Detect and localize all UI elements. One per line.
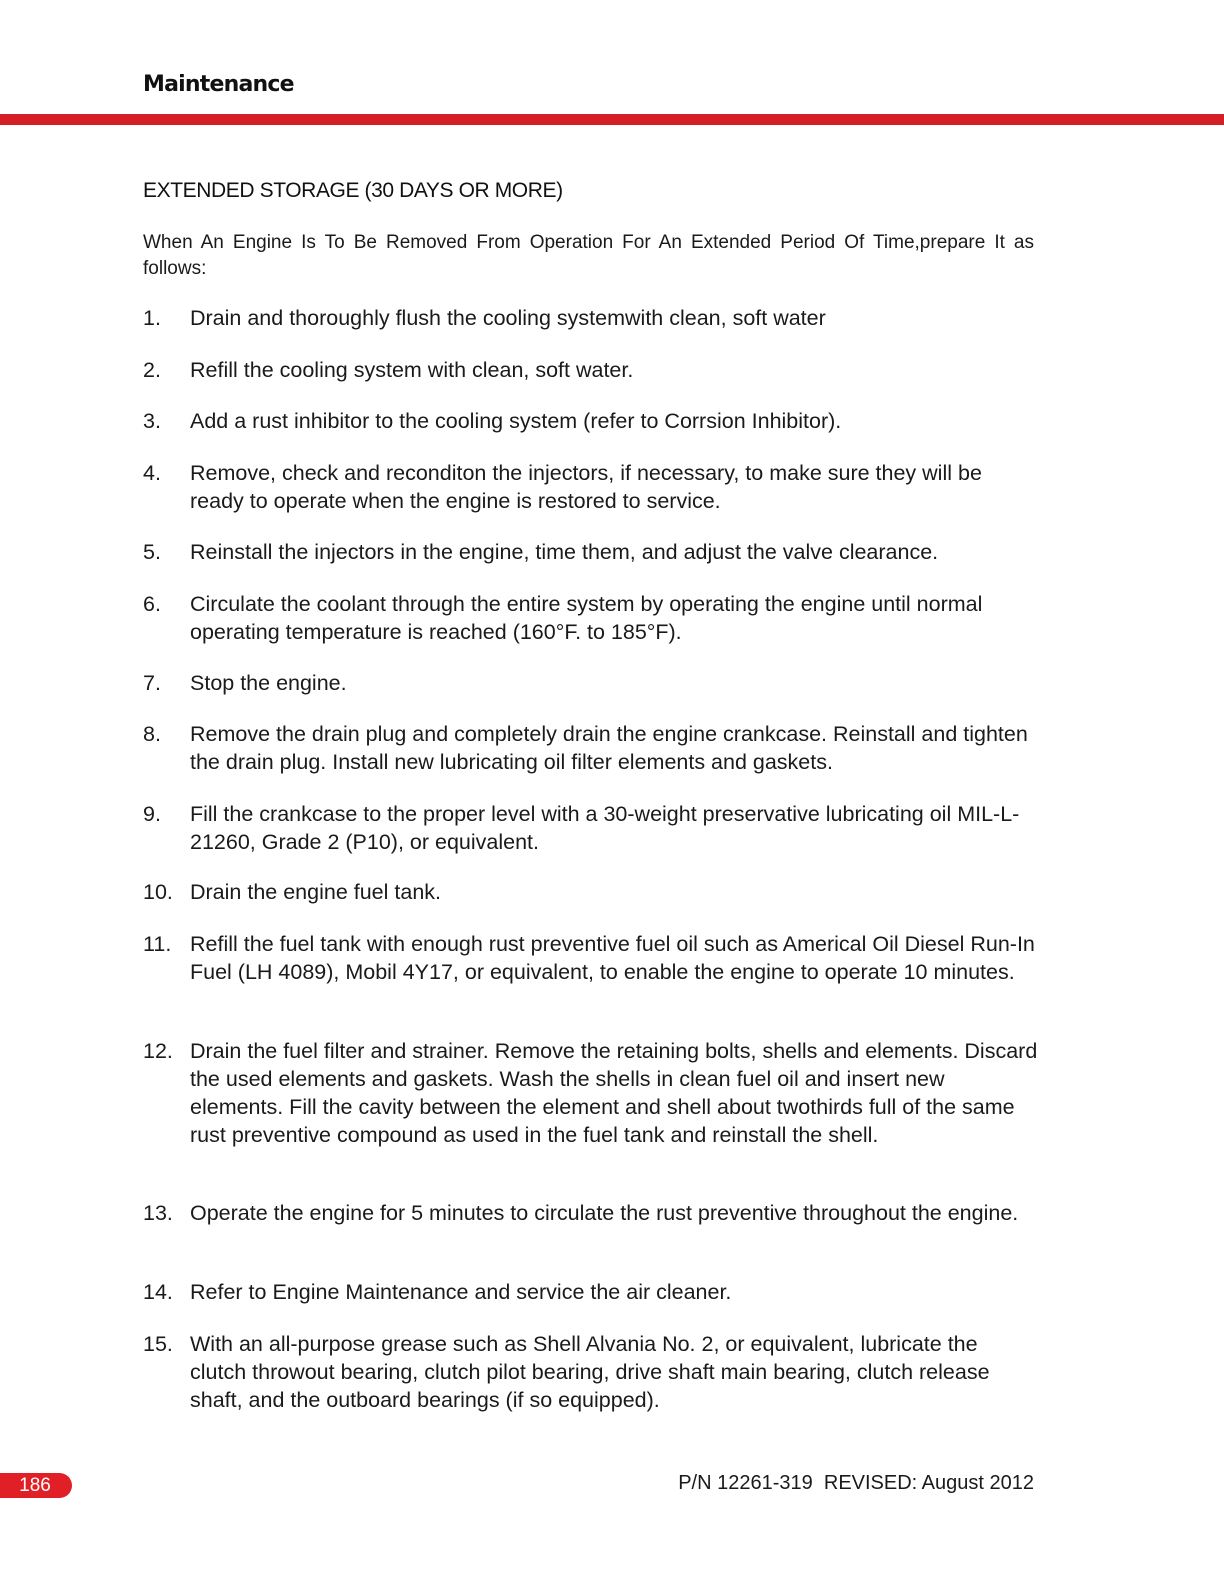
step-text: Drain the engine fuel tank. bbox=[190, 880, 441, 904]
step-text: Remove the drain plug and completely drain the engine crankcase. Reinstall and tighten the drain plug. Install new lubricating oil filter elements and gaskets. bbox=[190, 722, 1028, 774]
step-number: 4. bbox=[143, 461, 161, 485]
step-number: 10. bbox=[143, 880, 173, 904]
step-number: 8. bbox=[143, 722, 161, 746]
step-item bbox=[143, 1037, 1038, 1149]
step-text: Remove, check and reconditon the injectors, if necessary, to make sure they will be ready to operate when the engine is restored to service. bbox=[190, 461, 982, 513]
step-item bbox=[143, 1199, 1038, 1227]
step-item bbox=[143, 930, 1038, 986]
step-number: 11. bbox=[143, 932, 172, 956]
step-number: 14. bbox=[143, 1280, 173, 1304]
step-text: Circulate the coolant through the entire system by operating the engine until normal operating temperature is reached (160°F. to 185°F). bbox=[190, 592, 983, 644]
step-item bbox=[143, 1278, 1038, 1306]
step-item bbox=[143, 720, 1038, 776]
step-number: 13. bbox=[143, 1201, 173, 1225]
step-item bbox=[143, 878, 1038, 906]
step-text: Drain and thoroughly flush the cooling systemwith clean, soft water bbox=[190, 306, 826, 330]
step-number: 7. bbox=[143, 671, 161, 695]
step-item bbox=[143, 538, 1038, 566]
step-number: 9. bbox=[143, 802, 161, 826]
step-item bbox=[143, 590, 1038, 646]
step-text: Refill the fuel tank with enough rust preventive fuel oil such as Americal Oil Diesel Run-In Fuel (LH 4089), Mobil 4Y17, or equivalent, to enable the engine to operate 10 minutes. bbox=[190, 932, 1035, 984]
step-number: 15. bbox=[143, 1332, 173, 1356]
step-number: 5. bbox=[143, 540, 161, 564]
step-item bbox=[143, 800, 1038, 856]
step-text: Reinstall the injectors in the engine, time them, and adjust the valve clearance. bbox=[190, 540, 939, 564]
step-number: 6. bbox=[143, 592, 161, 616]
step-item bbox=[143, 407, 1038, 435]
step-item bbox=[143, 304, 1038, 332]
step-number: 2. bbox=[143, 358, 161, 382]
intro-paragraph: When An Engine Is To Be Removed From Operation For An Extended Period Of Time,prepare It as follows: bbox=[143, 232, 1034, 279]
step-item bbox=[143, 356, 1038, 384]
step-number: 3. bbox=[143, 409, 161, 433]
step-text: Operate the engine for 5 minutes to circulate the rust preventive throughout the engine. bbox=[190, 1201, 1019, 1225]
step-text: Stop the engine. bbox=[190, 671, 347, 695]
step-item bbox=[143, 459, 1038, 515]
step-text: Drain the fuel filter and strainer. Remove the retaining bolts, shells and elements. Discard the used elements and gaskets. Wash the shells in clean fuel oil and insert new elements. Fill the cavity between the element and shell about twothirds full of the same rust preventive compound as used in the fuel tank and reinstall the shell. bbox=[190, 1039, 1038, 1147]
page-number-badge: 186 bbox=[0, 1473, 72, 1498]
page-heading: EXTENDED STORAGE (30 DAYS OR MORE) bbox=[143, 179, 563, 202]
step-number: 1. bbox=[143, 306, 161, 330]
step-text: Add a rust inhibitor to the cooling system (refer to Corrsion Inhibitor). bbox=[190, 409, 842, 433]
step-text: With an all-purpose grease such as Shell Alvania No. 2, or equivalent, lubricate the clutch throwout bearing, clutch pilot bearing, drive shaft main bearing, clutch release shaft, and the outboard bearings (if so equipped). bbox=[190, 1332, 990, 1412]
section-title: Maintenance bbox=[143, 72, 294, 97]
step-item bbox=[143, 669, 1038, 697]
step-text: Refill the cooling system with clean, soft water. bbox=[190, 358, 634, 382]
footer-part-info: P/N 12261-319 REVISED: August 2012 bbox=[678, 1472, 1034, 1494]
step-number: 12. bbox=[143, 1039, 173, 1063]
step-item bbox=[143, 1330, 1038, 1414]
step-text: Refer to Engine Maintenance and service the air cleaner. bbox=[190, 1280, 732, 1304]
step-text: Fill the crankcase to the proper level with a 30-weight preservative lubricating oil MIL-L- 21260, Grade 2 (P10), or equivalent. bbox=[190, 802, 1020, 854]
